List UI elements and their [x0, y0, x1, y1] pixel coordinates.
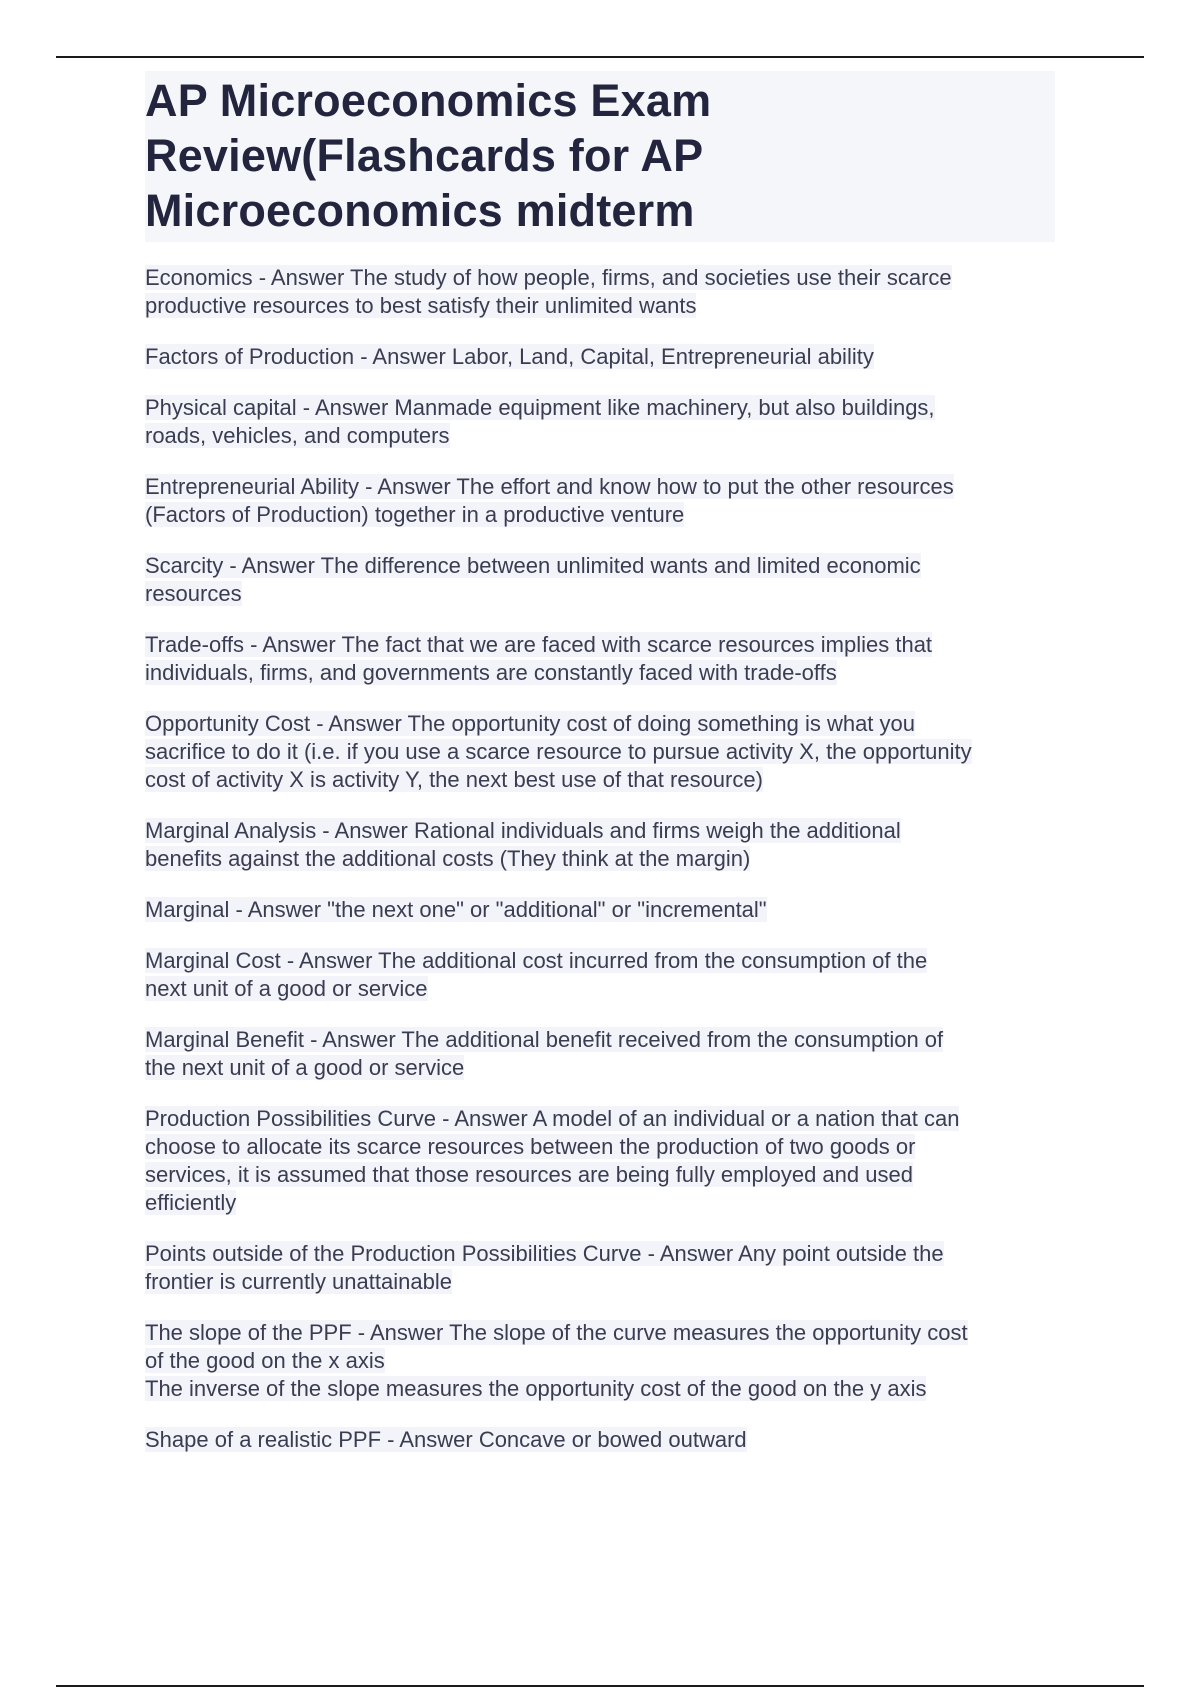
flashcard-text: Factors of Production - Answer Labor, Land, Capital, Entrepreneurial ability [145, 344, 874, 369]
flashcard-slope-of-ppf [145, 1319, 1055, 1403]
document-body [145, 71, 1055, 1477]
flashcard-text: Scarcity - Answer The difference between unlimited wants and limited economic resources [145, 553, 921, 606]
flashcard-factors-of-production [145, 343, 1055, 371]
flashcard-opportunity-cost [145, 710, 1055, 794]
flashcard-text: Marginal Benefit - Answer The additional benefit received from the consumption of the next unit of a good or service [145, 1027, 944, 1080]
flashcard-economics [145, 264, 1055, 320]
flashcard-text: Opportunity Cost - Answer The opportunity cost of doing something is what you sacrifice to do it (i.e. if you use a scarce resource to pursue activity X, the opportunity cost of activity X is activity Y, the next best use of that resource) [145, 711, 972, 792]
flashcard-text: Marginal - Answer "the next one" or "additional" or "incremental" [145, 897, 767, 922]
flashcard-text: Shape of a realistic PPF - Answer Concave or bowed outward [145, 1427, 747, 1452]
flashcard-text: Physical capital - Answer Manmade equipment like machinery, but also buildings, roads, vehicles, and computers [145, 395, 935, 448]
flashcard-text: Entrepreneurial Ability - Answer The effort and know how to put the other resources (Factors of Production) together in a productive venture [145, 474, 954, 527]
flashcard-scarcity [145, 552, 1055, 608]
flashcard-text: Marginal Cost - Answer The additional cost incurred from the consumption of the next unit of a good or service [145, 948, 928, 1001]
title-block [145, 71, 1055, 242]
flashcard-text: The slope of the PPF - Answer The slope of the curve measures the opportunity cost of the good on the x axis The inverse of the slope measures the opportunity cost of the good on the y axis [145, 1320, 968, 1401]
top-rule [56, 56, 1144, 58]
flashcard-points-outside-ppc [145, 1240, 1055, 1296]
flashcard-production-possibilities-curve [145, 1105, 1055, 1217]
flashcard-marginal-cost [145, 947, 1055, 1003]
flashcard-marginal-benefit [145, 1026, 1055, 1082]
document-title: AP Microeconomics Exam Review(Flashcards for AP Microeconomics midterm [145, 75, 712, 236]
flashcard-shape-of-realistic-ppf [145, 1426, 1055, 1454]
flashcard-text: Trade-offs - Answer The fact that we are faced with scarce resources implies that individuals, firms, and governments are constantly faced with trade-offs [145, 632, 933, 685]
flashcard-text: Economics - Answer The study of how people, firms, and societies use their scarce productive resources to best satisfy their unlimited wants [145, 265, 952, 318]
flashcard-text: Production Possibilities Curve - Answer A model of an individual or a nation that can choose to allocate its scarce resources between the production of two goods or services, it is assumed that those resources are being fully employed and used efficiently [145, 1106, 960, 1215]
flashcard-marginal-analysis [145, 817, 1055, 873]
flashcard-entrepreneurial-ability [145, 473, 1055, 529]
flashcard-marginal [145, 896, 1055, 924]
bottom-rule [56, 1685, 1144, 1687]
flashcard-text: Marginal Analysis - Answer Rational individuals and firms weigh the additional benefits against the additional costs (They think at the margin) [145, 818, 901, 871]
flashcard-trade-offs [145, 631, 1055, 687]
flashcard-text: Points outside of the Production Possibilities Curve - Answer Any point outside the frontier is currently unattainable [145, 1241, 944, 1294]
flashcard-physical-capital [145, 394, 1055, 450]
